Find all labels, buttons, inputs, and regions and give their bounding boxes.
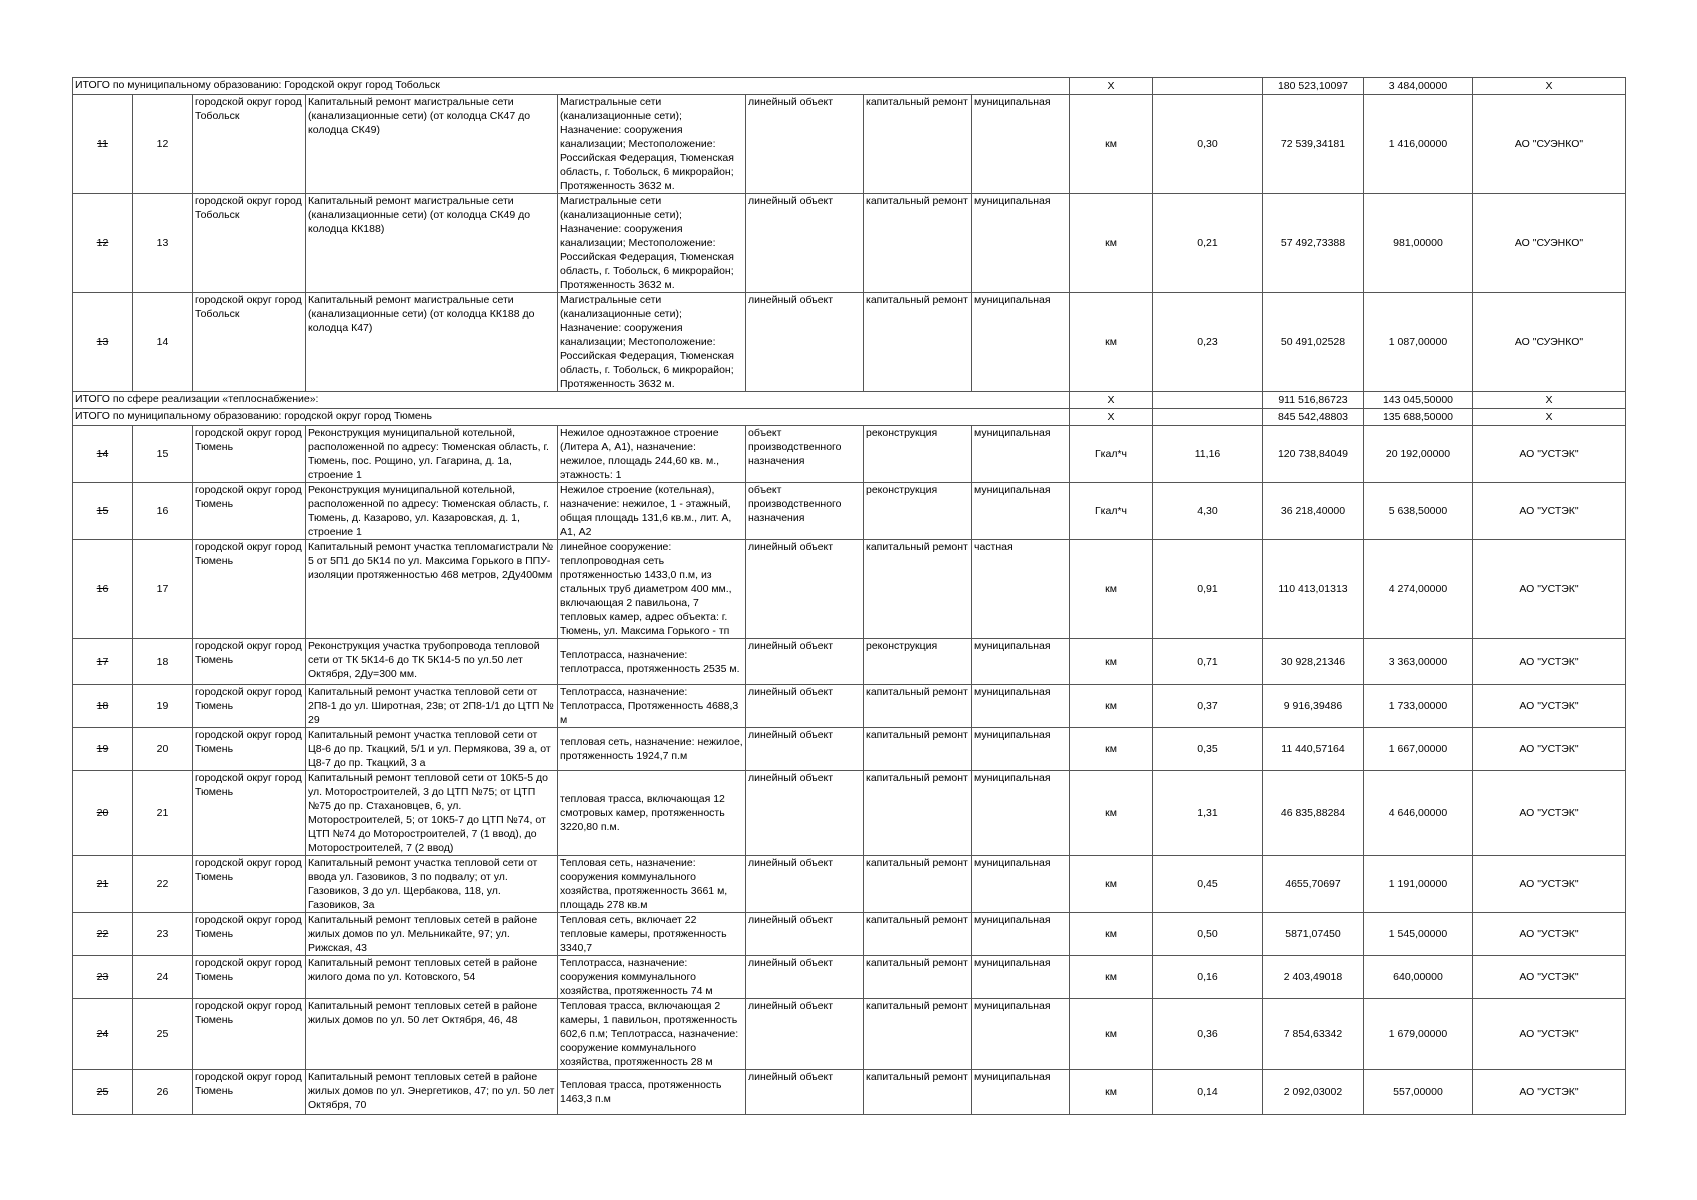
work-type-cell: капитальный ремонт [864,293,972,392]
ownership-cell: муниципальная [972,685,1070,728]
capacity-cell: 4,30 [1153,483,1263,540]
unit-cell: км [1070,856,1153,913]
object-type-cell: линейный объект [746,913,864,956]
ownership-cell: муниципальная [972,1070,1070,1115]
summary-x: X [1070,392,1153,409]
work-type-cell: реконструкция [864,639,972,685]
municipality-cell: городской округ город Тюмень [193,913,306,956]
unit-cell: км [1070,95,1153,194]
project-name-cell: Капитальный ремонт участка тепловой сети от ввода ул. Газовиков, 3 по подвалу; от ул. Газовиков, 3 до ул. Щербакова, 118, ул. Газовиков, 3а [306,856,558,913]
table-row [73,293,1626,392]
municipality-cell: городской округ город Тюмень [193,639,306,685]
object-type-cell: объект производственного назначения [746,483,864,540]
old-number-cell: 17 [73,639,133,685]
row-number-cell: 20 [133,728,193,771]
object-description-cell: Теплотрасса, назначение: сооружения коммунального хозяйства, протяженность 74 м [558,956,746,999]
object-type-cell: линейный объект [746,956,864,999]
project-name-cell: Капитальный ремонт магистральные сети (канализационные сети) (от колодца СК49 до колодца КК188) [306,194,558,293]
object-description-cell: Тепловая сеть, включает 22 тепловые камеры, протяженность 3340,7 [558,913,746,956]
organization-cell: АО "УСТЭК" [1473,639,1626,685]
work-type-cell: капитальный ремонт [864,194,972,293]
municipality-cell: городской округ город Тюмень [193,999,306,1070]
summary-x: X [1473,78,1626,95]
old-number-cell: 25 [73,1070,133,1115]
object-description-cell: Магистральные сети (канализационные сети); Назначение: сооружения канализации; Местоположение: Российская Федерация, Тюменская область, г. Тобольск, 6 микрорайон; Протяженность 3632 м. [558,293,746,392]
capacity-cell: 0,35 [1153,728,1263,771]
capacity-cell: 0,30 [1153,95,1263,194]
object-type-cell: линейный объект [746,194,864,293]
summary-label: ИТОГО по муниципальному образованию: Городской округ город Тобольск [73,78,1070,95]
municipality-cell: городской округ город Тюмень [193,856,306,913]
summary-x: X [1473,409,1626,426]
object-type-cell: линейный объект [746,95,864,194]
organization-cell: АО "УСТЭК" [1473,540,1626,639]
amount-cell: 4 274,00000 [1364,540,1473,639]
table-row [73,194,1626,293]
summary-amount: 3 484,00000 [1364,78,1473,95]
work-type-cell: капитальный ремонт [864,913,972,956]
summary-row-tobolsk [73,78,1626,95]
row-number-cell: 12 [133,95,193,194]
table-row [73,426,1626,483]
object-description-cell: Нежилое строение (котельная), назначение: нежилое, 1 - этажный, общая площадь 131,6 кв.м., лит. А, А1, А2 [558,483,746,540]
object-description-cell: Теплотрасса, назначение: Теплотрасса, Протяженность 4688,3 м [558,685,746,728]
project-name-cell: Капитальный ремонт тепловой сети от 10К5-5 до ул. Моторостроителей, 3 до ЦТП №75; от ЦТП №75 до пр. Стахановцев, 6, ул. Моторостроителей, 5; от 10К5-7 до ЦТП №74, от ЦТП №74 до Моторостроителей, 7 (1 ввод), до Моторостроителей, 7 (2 ввод) [306,771,558,856]
ownership-cell: муниципальная [972,856,1070,913]
cost-cell: 50 491,02528 [1263,293,1364,392]
cost-cell: 110 413,01313 [1263,540,1364,639]
work-type-cell: капитальный ремонт [864,685,972,728]
old-number-cell: 19 [73,728,133,771]
ownership-cell: муниципальная [972,771,1070,856]
organization-cell: АО "СУЭНКО" [1473,95,1626,194]
organization-cell: АО "УСТЭК" [1473,913,1626,956]
summary-empty [1153,78,1263,95]
project-name-cell: Капитальный ремонт участка тепловой сети от 2П8-1 до ул. Широтная, 23в; от 2П8-1/1 до ЦТП № 29 [306,685,558,728]
amount-cell: 1 087,00000 [1364,293,1473,392]
row-number-cell: 23 [133,913,193,956]
amount-cell: 1 191,00000 [1364,856,1473,913]
table-row [73,483,1626,540]
table-row [73,728,1626,771]
ownership-cell: муниципальная [972,194,1070,293]
project-name-cell: Капитальный ремонт тепловых сетей в районе жилых домов по ул. Мельникайте, 97; ул. Рижская, 43 [306,913,558,956]
table-row [73,771,1626,856]
row-number-cell: 26 [133,1070,193,1115]
old-number-cell: 14 [73,426,133,483]
ownership-cell: муниципальная [972,999,1070,1070]
cost-cell: 7 854,63342 [1263,999,1364,1070]
table-row [73,95,1626,194]
work-type-cell: капитальный ремонт [864,856,972,913]
work-type-cell: капитальный ремонт [864,540,972,639]
old-number-cell: 12 [73,194,133,293]
unit-cell: км [1070,956,1153,999]
old-number-cell: 23 [73,956,133,999]
row-number-cell: 19 [133,685,193,728]
object-type-cell: линейный объект [746,771,864,856]
project-name-cell: Капитальный ремонт магистральные сети (канализационные сети) (от колодца КК188 до колодца К47) [306,293,558,392]
summary-x: X [1070,78,1153,95]
object-type-cell: линейный объект [746,639,864,685]
table-row [73,999,1626,1070]
municipality-cell: городской округ город Тюмень [193,483,306,540]
cost-cell: 57 492,73388 [1263,194,1364,293]
municipality-cell: городской округ город Тобольск [193,95,306,194]
cost-cell: 30 928,21346 [1263,639,1364,685]
project-name-cell: Реконструкция муниципальной котельной, расположенной по адресу: Тюменская область, г. Тюмень, д. Казарово, ул. Казаровская, д. 1, строение 1 [306,483,558,540]
object-type-cell: линейный объект [746,685,864,728]
unit-cell: км [1070,999,1153,1070]
unit-cell: км [1070,639,1153,685]
organization-cell: АО "УСТЭК" [1473,956,1626,999]
summary-empty [1153,392,1263,409]
object-type-cell: линейный объект [746,728,864,771]
work-type-cell: капитальный ремонт [864,999,972,1070]
organization-cell: АО "УСТЭК" [1473,856,1626,913]
ownership-cell: муниципальная [972,728,1070,771]
amount-cell: 1 416,00000 [1364,95,1473,194]
capacity-cell: 0,14 [1153,1070,1263,1115]
object-description-cell: Магистральные сети (канализационные сети); Назначение: сооружения канализации; Местоположение: Российская Федерация, Тюменская область, г. Тобольск, 6 микрорайон; Протяженность 3632 м. [558,194,746,293]
row-number-cell: 21 [133,771,193,856]
project-name-cell: Капитальный ремонт магистральные сети (канализационные сети) (от колодца СК47 до колодца СК49) [306,95,558,194]
object-type-cell: линейный объект [746,293,864,392]
object-description-cell: тепловая трасса, включающая 12 смотровых камер, протяженность 3220,80 п.м. [558,771,746,856]
table-row [73,639,1626,685]
amount-cell: 1 545,00000 [1364,913,1473,956]
ownership-cell: муниципальная [972,913,1070,956]
row-number-cell: 17 [133,540,193,639]
organization-cell: АО "УСТЭК" [1473,771,1626,856]
summary-row-tyumen [73,409,1626,426]
municipality-cell: городской округ город Тюмень [193,685,306,728]
table-row [73,1070,1626,1115]
old-number-cell: 22 [73,913,133,956]
table-body [73,78,1626,1115]
work-type-cell: капитальный ремонт [864,728,972,771]
old-number-cell: 16 [73,540,133,639]
amount-cell: 20 192,00000 [1364,426,1473,483]
capacity-cell: 0,45 [1153,856,1263,913]
cost-cell: 46 835,88284 [1263,771,1364,856]
row-number-cell: 22 [133,856,193,913]
cost-cell: 11 440,57164 [1263,728,1364,771]
summary-amount: 135 688,50000 [1364,409,1473,426]
old-number-cell: 24 [73,999,133,1070]
table-row [73,913,1626,956]
old-number-cell: 13 [73,293,133,392]
amount-cell: 3 363,00000 [1364,639,1473,685]
municipality-cell: городской округ город Тюмень [193,771,306,856]
object-description-cell: Теплотрасса, назначение: теплотрасса, протяженность 2535 м. [558,639,746,685]
municipality-cell: городской округ город Тобольск [193,194,306,293]
amount-cell: 1 679,00000 [1364,999,1473,1070]
unit-cell: Гкал*ч [1070,426,1153,483]
capacity-cell: 0,50 [1153,913,1263,956]
summary-total: 180 523,10097 [1263,78,1364,95]
object-description-cell: Тепловая сеть, назначение: сооружения коммунального хозяйства, протяженность 3661 м, площадь 278 кв.м [558,856,746,913]
ownership-cell: муниципальная [972,483,1070,540]
municipality-cell: городской округ город Тобольск [193,293,306,392]
capacity-cell: 0,71 [1153,639,1263,685]
old-number-cell: 20 [73,771,133,856]
amount-cell: 5 638,50000 [1364,483,1473,540]
amount-cell: 981,00000 [1364,194,1473,293]
unit-cell: км [1070,913,1153,956]
object-type-cell: линейный объект [746,856,864,913]
object-type-cell: объект производственного назначения [746,426,864,483]
summary-empty [1153,409,1263,426]
row-number-cell: 16 [133,483,193,540]
row-number-cell: 24 [133,956,193,999]
work-type-cell: капитальный ремонт [864,95,972,194]
amount-cell: 1 733,00000 [1364,685,1473,728]
capacity-cell: 0,21 [1153,194,1263,293]
unit-cell: км [1070,771,1153,856]
municipality-cell: городской округ город Тюмень [193,728,306,771]
unit-cell: км [1070,293,1153,392]
unit-cell: км [1070,194,1153,293]
project-name-cell: Капитальный ремонт участка тепломагистрали № 5 от 5П1 до 5К14 по ул. Максима Горького в ППУ-изоляции протяженностью 468 метров, 2Ду400мм [306,540,558,639]
cost-cell: 5871,07450 [1263,913,1364,956]
cost-cell: 2 403,49018 [1263,956,1364,999]
ownership-cell: муниципальная [972,95,1070,194]
summary-x: X [1473,392,1626,409]
unit-cell: Гкал*ч [1070,483,1153,540]
capacity-cell: 1,31 [1153,771,1263,856]
object-description-cell: Магистральные сети (канализационные сети); Назначение: сооружения канализации; Местоположение: Российская Федерация, Тюменская область, г. Тобольск, 6 микрорайон; Протяженность 3632 м. [558,95,746,194]
project-name-cell: Капитальный ремонт тепловых сетей в районе жилого дома по ул. Котовского, 54 [306,956,558,999]
cost-cell: 36 218,40000 [1263,483,1364,540]
municipality-cell: городской округ город Тюмень [193,540,306,639]
organization-cell: АО "УСТЭК" [1473,685,1626,728]
cost-cell: 4655,70697 [1263,856,1364,913]
work-type-cell: капитальный ремонт [864,771,972,856]
summary-total: 845 542,48803 [1263,409,1364,426]
ownership-cell: муниципальная [972,293,1070,392]
summary-amount: 143 045,50000 [1364,392,1473,409]
capacity-cell: 0,36 [1153,999,1263,1070]
project-name-cell: Реконструкция участка трубопровода тепловой сети от ТК 5К14-6 до ТК 5К14-5 по ул.50 лет Октября, 2Ду=300 мм. [306,639,558,685]
work-type-cell: реконструкция [864,426,972,483]
old-number-cell: 15 [73,483,133,540]
amount-cell: 557,00000 [1364,1070,1473,1115]
municipality-cell: городской округ город Тюмень [193,1070,306,1115]
unit-cell: км [1070,540,1153,639]
old-number-cell: 11 [73,95,133,194]
unit-cell: км [1070,1070,1153,1115]
unit-cell: км [1070,685,1153,728]
capacity-cell: 0,91 [1153,540,1263,639]
project-name-cell: Капитальный ремонт участка тепловой сети от Ц8-6 до пр. Ткацкий, 5/1 и ул. Пермякова, 39 а, от Ц8-7 до пр. Ткацкий, 3 а [306,728,558,771]
object-description-cell: линейное сооружение: теплопроводная сеть протяженностью 1433,0 п.м, из стальных труб диаметром 400 мм., включающая 2 павильона, 7 тепловых камер, адрес объекта: г. Тюмень, ул. Максима Горького - тп [558,540,746,639]
organization-cell: АО "УСТЭК" [1473,483,1626,540]
cost-cell: 9 916,39486 [1263,685,1364,728]
table-row [73,956,1626,999]
object-type-cell: линейный объект [746,999,864,1070]
table-row [73,685,1626,728]
table-row [73,856,1626,913]
work-type-cell: капитальный ремонт [864,1070,972,1115]
capacity-cell: 0,23 [1153,293,1263,392]
organization-cell: АО "УСТЭК" [1473,999,1626,1070]
row-number-cell: 14 [133,293,193,392]
object-type-cell: линейный объект [746,540,864,639]
row-number-cell: 25 [133,999,193,1070]
capacity-cell: 11,16 [1153,426,1263,483]
object-description-cell: Тепловая трасса, протяженность 1463,3 п.м [558,1070,746,1115]
organization-cell: АО "УСТЭК" [1473,426,1626,483]
cost-cell: 120 738,84049 [1263,426,1364,483]
cost-cell: 2 092,03002 [1263,1070,1364,1115]
cost-cell: 72 539,34181 [1263,95,1364,194]
project-name-cell: Капитальный ремонт тепловых сетей в районе жилых домов по ул. Энергетиков, 47; по ул. 50 лет Октября, 70 [306,1070,558,1115]
summary-x: X [1070,409,1153,426]
ownership-cell: муниципальная [972,639,1070,685]
project-name-cell: Реконструкция муниципальной котельной, расположенной по адресу: Тюменская область, г. Тюмень, пос. Рощино, ул. Гагарина, д. 1а, строение 1 [306,426,558,483]
table-row [73,540,1626,639]
organization-cell: АО "СУЭНКО" [1473,293,1626,392]
amount-cell: 1 667,00000 [1364,728,1473,771]
ownership-cell: муниципальная [972,426,1070,483]
capacity-cell: 0,16 [1153,956,1263,999]
row-number-cell: 18 [133,639,193,685]
summary-label: ИТОГО по муниципальному образованию: городской округ город Тюмень [73,409,1070,426]
old-number-cell: 21 [73,856,133,913]
summary-label: ИТОГО по сфере реализации «теплоснабжение»: [73,392,1070,409]
summary-total: 911 516,86723 [1263,392,1364,409]
row-number-cell: 15 [133,426,193,483]
row-number-cell: 13 [133,194,193,293]
object-description-cell: тепловая сеть, назначение: нежилое, протяженность 1924,7 п.м [558,728,746,771]
municipality-cell: городской округ город Тюмень [193,956,306,999]
organization-cell: АО "УСТЭК" [1473,1070,1626,1115]
ownership-cell: муниципальная [972,956,1070,999]
capacity-cell: 0,37 [1153,685,1263,728]
unit-cell: км [1070,728,1153,771]
organization-cell: АО "СУЭНКО" [1473,194,1626,293]
municipality-cell: городской округ город Тюмень [193,426,306,483]
ownership-cell: частная [972,540,1070,639]
work-type-cell: реконструкция [864,483,972,540]
amount-cell: 4 646,00000 [1364,771,1473,856]
project-name-cell: Капитальный ремонт тепловых сетей в районе жилых домов по ул. 50 лет Октября, 46, 48 [306,999,558,1070]
old-number-cell: 18 [73,685,133,728]
object-description-cell: Тепловая трасса, включающая 2 камеры, 1 павильон, протяженность 602,6 п.м; Теплотрасса, назначение: сооружение коммунального хозяйства, протяженность 28 м [558,999,746,1070]
object-type-cell: линейный объект [746,1070,864,1115]
investment-program-table [72,77,1626,1115]
work-type-cell: капитальный ремонт [864,956,972,999]
organization-cell: АО "УСТЭК" [1473,728,1626,771]
amount-cell: 640,00000 [1364,956,1473,999]
object-description-cell: Нежилое одноэтажное строение (Литера А, А1), назначение: нежилое, площадь 244,60 кв. м., этажность: 1 [558,426,746,483]
summary-row-heat [73,392,1626,409]
